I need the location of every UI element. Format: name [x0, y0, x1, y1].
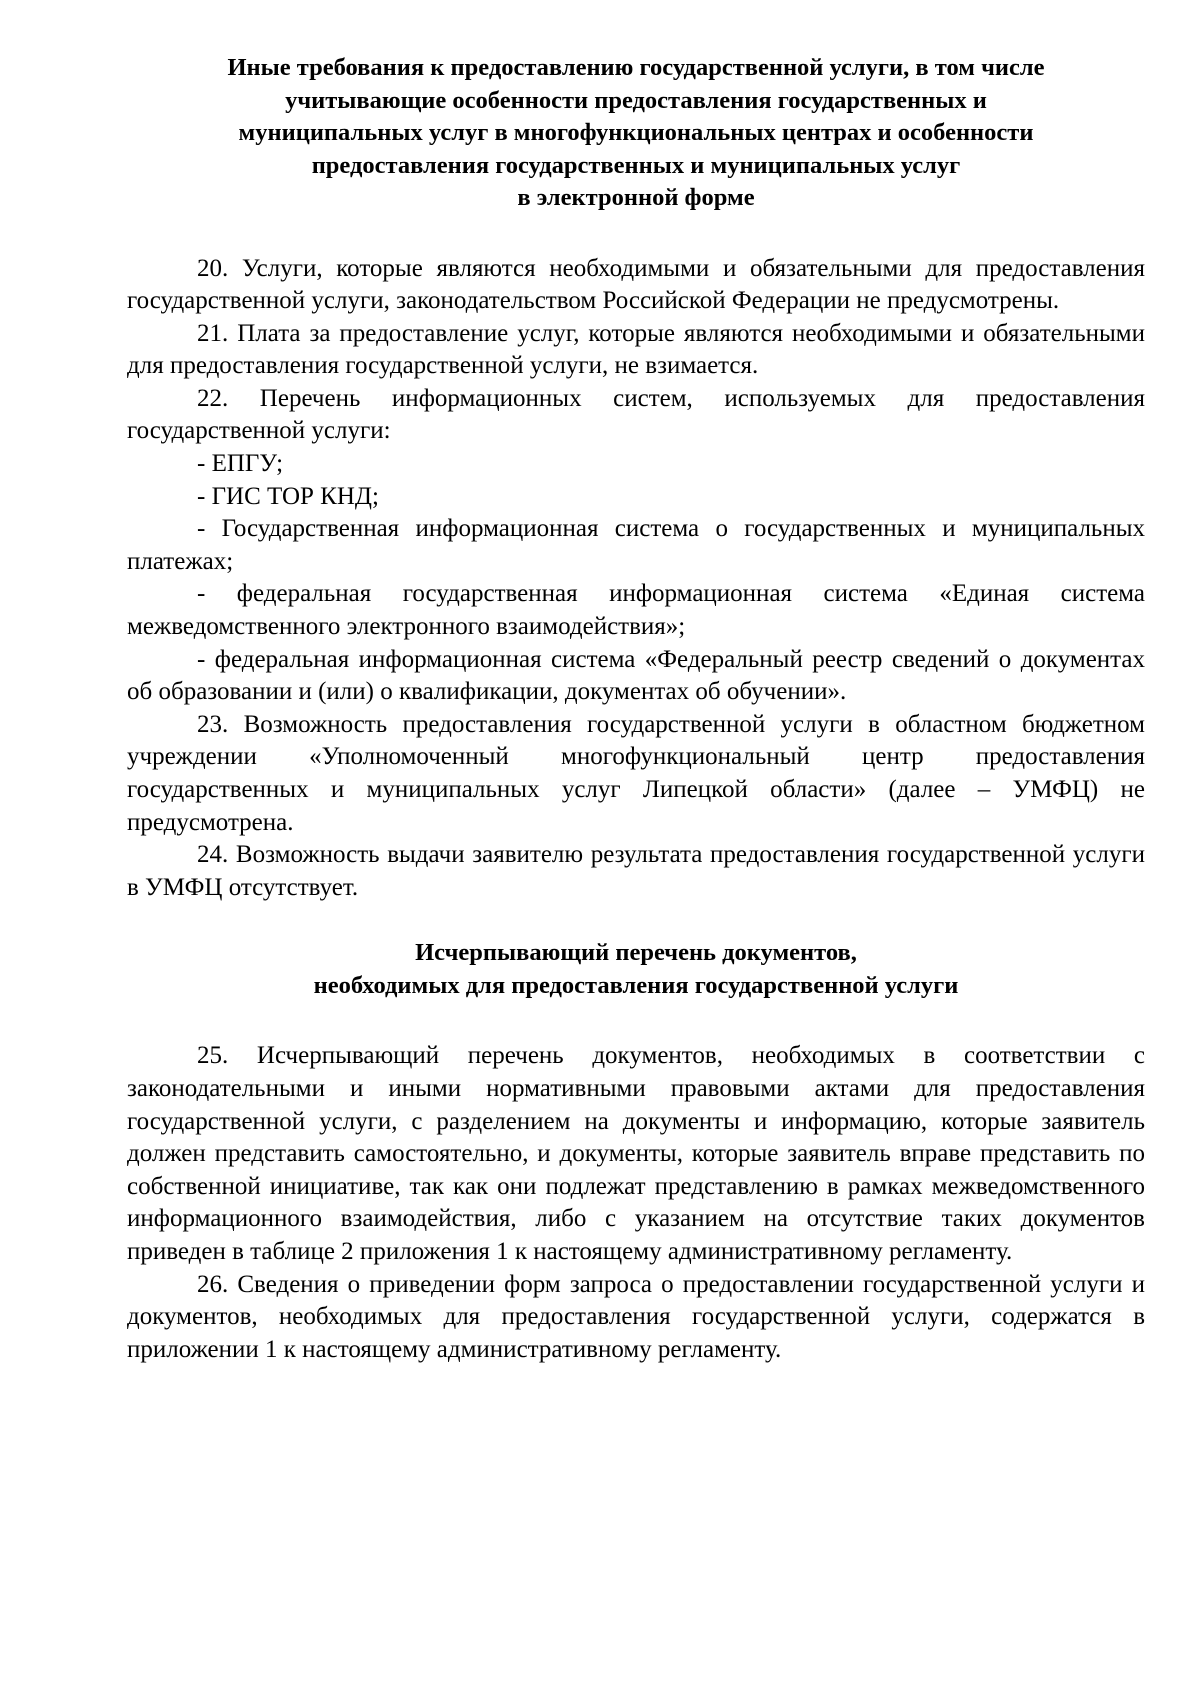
paragraph-25: 25. Исчерпывающий перечень документов, необходимых в соответствии с законодательными и иными нормативными правовыми актами для предоставления государственной услуги, с разделением на документы и информацию, которые заявитель должен представить самостоятельно, и документы, которые заявитель вправе представить по собственной инициативе, так как они подлежат представлению в рамках межведомственного информационного взаимодействия, либо с указанием на отсутствие таких документов приведен в таблице 2 приложения 1 к настоящему административному регламенту. [127, 1042, 1145, 1265]
list-item-gis-tor-knd: - ГИС ТОР КНД; [197, 482, 379, 510]
paragraph-24: 24. Возможность выдачи заявителю результата предоставления государственной услуги в УМФЦ отсутствует. [127, 841, 1145, 901]
list-item-smev: - федеральная государственная информационная система «Единая система межведомственного электронного взаимодействия»; [127, 580, 1145, 641]
paragraph-20: 20. Услуги, которые являются необходимыми и обязательными для предоставления государственной услуги, законодательством Российской Федерации не предусмотрены. [127, 254, 1145, 315]
paragraph-21: 21. Плата за предоставление услуг, которые являются необходимыми и обязательными для предоставления государственной услуги, не взимается. [127, 319, 1145, 380]
heading-line: Исчерпывающий перечень документов, [415, 939, 857, 967]
section-body-documents-list [127, 1040, 1145, 1366]
spacer [127, 904, 1145, 937]
heading-line: в электронной форме [517, 184, 755, 211]
list-item-gis-gmp: - Государственная информационная система о государственных и муниципальных платежах; [127, 515, 1145, 575]
heading-line: муниципальных услуг в многофункциональных центрах и особенности [238, 119, 1034, 146]
section-heading-other-requirements [127, 52, 1145, 215]
spacer [127, 215, 1145, 253]
list-item-frdo: - федеральная информационная система «Федеральный реестр сведений о документах об образовании и (или) о квалификации, документах об обучении». [127, 645, 1145, 706]
heading-line: Иные требования к предоставлению государственной услуги, в том числе [227, 54, 1045, 81]
heading-line: учитывающие особенности предоставления государственных и [285, 86, 987, 114]
heading-line: предоставления государственных и муниципальных услуг [311, 151, 961, 179]
spacer [127, 1002, 1145, 1040]
paragraph-22: 22. Перечень информационных систем, используемых для предоставления государственной услуги: [127, 384, 1145, 445]
section-body-other-requirements [127, 253, 1145, 905]
paragraph-23: 23. Возможность предоставления государственной услуги в областном бюджетном учреждении «Уполномоченный многофункциональный центр предоставления государственных и муниципальных услуг Липецкой области» (далее – УМФЦ) не предусмотрена. [127, 710, 1145, 836]
document-page [127, 52, 1145, 1366]
section-heading-documents-list [127, 937, 1145, 1002]
paragraph-26: 26. Сведения о приведении форм запроса о предоставлении государственной услуги и документов, необходимых для предоставления государственной услуги, содержатся в приложении 1 к настоящему административному регламенту. [127, 1270, 1145, 1363]
list-item-epgu: - ЕПГУ; [197, 450, 284, 478]
heading-line: необходимых для предоставления государственной услуги [313, 971, 959, 999]
